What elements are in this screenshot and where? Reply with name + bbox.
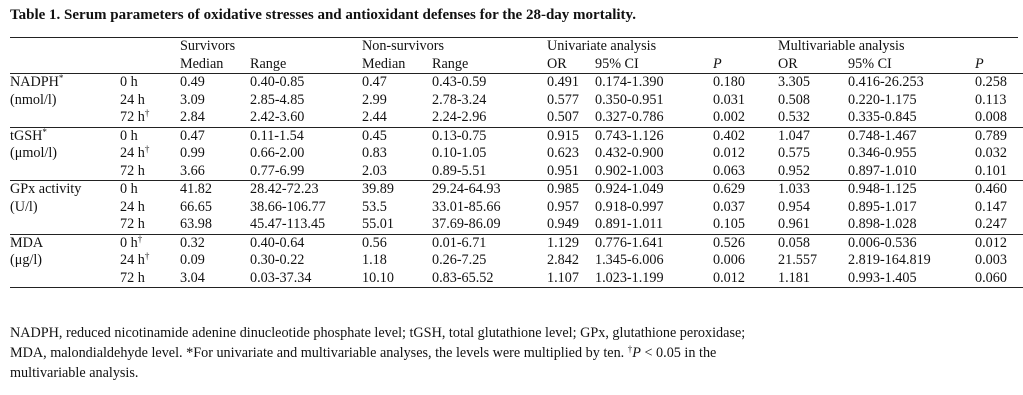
cell-multivariable-or: 21.557 — [778, 252, 818, 268]
cell-univariate-or: 1.107 — [547, 270, 595, 288]
table-row — [10, 234, 1023, 252]
cell-univariate-ci: 0.432-0.900 — [595, 145, 664, 161]
table-row — [10, 92, 1023, 110]
timepoint-text: 0 h — [120, 74, 138, 90]
cell-survivors-median: 3.66 — [180, 163, 250, 181]
cell-non-survivors-range: 0.26-7.25 — [432, 252, 487, 268]
cell-multivariable-p: 0.060 — [975, 270, 1023, 288]
cell-non-survivors-median: 2.03 — [362, 163, 432, 181]
header-univariate-p: P — [713, 56, 778, 74]
timepoint-text: 72 h — [120, 269, 145, 286]
cell-multivariable-p: 0.460 — [975, 181, 1007, 197]
cell-multivariable-p: 0.101 — [975, 163, 1023, 181]
cell-univariate-ci: 0.924-1.049 — [595, 181, 664, 197]
cell-survivors-range: 2.42-3.60 — [250, 109, 362, 127]
cell-multivariable-or: 1.181 — [778, 270, 848, 288]
table-row — [10, 270, 1023, 288]
data-table — [10, 38, 1023, 288]
timepoint-text: 72 h — [120, 109, 145, 125]
cell-multivariable-p: 0.247 — [975, 216, 1023, 234]
cell-multivariable-p: 0.147 — [975, 198, 1007, 215]
cell-non-survivors-median: 2.44 — [362, 109, 432, 127]
cell-survivors-median: 3.09 — [180, 91, 205, 108]
cell-multivariable-ci: 0.895-1.017 — [848, 198, 917, 215]
cell-univariate-ci: 0.776-1.641 — [595, 234, 664, 251]
cell-multivariable-p: 0.032 — [975, 145, 1007, 161]
cell-survivors-range: 0.66-2.00 — [250, 145, 305, 161]
cell-univariate-or: 0.507 — [547, 109, 595, 127]
cell-non-survivors-range: 29.24-64.93 — [432, 181, 501, 197]
significance-dagger: † — [137, 233, 143, 244]
cell-univariate-p: 0.105 — [713, 216, 778, 234]
footnote-line-2-end: < 0.05 in the — [640, 345, 717, 361]
header-row-columns — [10, 56, 1023, 74]
header-multivariable-p: P — [975, 56, 1023, 74]
cell-multivariable-p: 0.258 — [975, 74, 1007, 90]
timepoint — [120, 92, 180, 110]
header-survivors-median: Median — [180, 56, 250, 74]
cell-survivors-range: 0.30-0.22 — [250, 252, 305, 268]
cell-non-survivors-median: 2.99 — [362, 91, 387, 108]
cell-survivors-range: 0.40-0.85 — [250, 74, 305, 90]
cell-survivors-median: 0.49 — [180, 74, 205, 90]
parameter-name-text: MDA — [10, 234, 44, 251]
cell-survivors-median: 0.32 — [180, 234, 205, 251]
cell-non-survivors-range: 2.78-3.24 — [432, 91, 487, 108]
header-non-survivors-median: Median — [362, 56, 432, 74]
footnote-dagger: † — [627, 344, 633, 354]
timepoint — [120, 163, 180, 181]
parameter-unit: (μg/l) — [10, 252, 43, 268]
cell-univariate-p: 0.037 — [713, 198, 745, 215]
cell-non-survivors-range: 2.24-2.96 — [432, 109, 547, 127]
cell-multivariable-or: 0.058 — [778, 234, 810, 251]
timepoint — [120, 270, 180, 288]
parameter-unit: (nmol/l) — [10, 91, 57, 108]
cell-univariate-p: 0.402 — [713, 127, 745, 144]
cell-multivariable-ci: 0.346-0.955 — [848, 145, 917, 161]
cell-univariate-p: 0.006 — [713, 252, 745, 268]
footnote-line-1: NADPH, reduced nicotinamide adenine dinucleotide phosphate level; tGSH, total glutathione level; GPx, glutathione peroxidase; — [10, 325, 746, 341]
table-row — [10, 216, 1023, 234]
cell-survivors-median: 0.47 — [180, 127, 205, 144]
timepoint — [120, 109, 180, 127]
cell-survivors-range: 28.42-72.23 — [250, 181, 319, 197]
cell-univariate-ci: 1.023-1.199 — [595, 270, 713, 288]
header-non-survivors: Non-survivors — [362, 38, 444, 54]
cell-survivors-median: 0.09 — [180, 252, 205, 268]
cell-non-survivors-median: 0.45 — [362, 127, 387, 144]
cell-survivors-median: 66.65 — [180, 198, 212, 215]
cell-survivors-range: 0.11-1.54 — [250, 127, 304, 144]
cell-multivariable-p: 0.113 — [975, 91, 1007, 108]
table-row — [10, 181, 1023, 199]
cell-survivors-range: 38.66-106.77 — [250, 198, 326, 215]
cell-univariate-ci: 0.327-0.786 — [595, 109, 713, 127]
table-row — [10, 199, 1023, 217]
header-multivariable: Multivariable analysis — [778, 38, 905, 54]
table-title: Table 1. Serum parameters of oxidative stresses and antioxidant defenses for the 28-day mortality. — [10, 7, 636, 23]
cell-non-survivors-range: 0.43-0.59 — [432, 74, 487, 90]
table-row — [10, 109, 1023, 127]
timepoint-text: 72 h — [120, 216, 145, 232]
cell-univariate-or: 0.491 — [547, 74, 579, 90]
parameter-empty — [10, 163, 120, 181]
cell-univariate-p: 0.012 — [713, 270, 778, 288]
cell-univariate-or: 2.842 — [547, 252, 579, 268]
cell-non-survivors-range: 33.01-85.66 — [432, 198, 501, 215]
parameter-empty — [10, 109, 120, 127]
timepoint-text: 0 h — [120, 127, 138, 144]
parameter-name — [10, 74, 120, 92]
timepoint — [120, 199, 180, 217]
cell-multivariable-ci: 0.416-26.253 — [848, 74, 924, 90]
cell-univariate-ci: 0.902-1.003 — [595, 163, 713, 181]
cell-univariate-ci: 0.743-1.126 — [595, 127, 664, 144]
parameter-name-text: NADPH — [10, 74, 59, 90]
cell-non-survivors-median: 39.89 — [362, 181, 394, 197]
timepoint-text: 24 h — [120, 198, 145, 215]
cell-univariate-or: 1.129 — [547, 234, 579, 251]
significance-dagger: † — [144, 108, 150, 118]
table-row — [10, 145, 1023, 163]
timepoint — [120, 145, 180, 163]
cell-survivors-range: 0.77-6.99 — [250, 163, 362, 181]
cell-univariate-p: 0.180 — [713, 74, 745, 90]
cell-multivariable-ci: 0.993-1.405 — [848, 270, 975, 288]
table-row — [10, 252, 1023, 270]
cell-univariate-p: 0.002 — [713, 109, 778, 127]
cell-univariate-p: 0.063 — [713, 163, 778, 181]
cell-non-survivors-range: 0.10-1.05 — [432, 145, 487, 161]
cell-multivariable-ci: 0.748-1.467 — [848, 127, 917, 144]
parameter-unit: (U/l) — [10, 198, 38, 215]
cell-non-survivors-range: 37.69-86.09 — [432, 216, 547, 234]
cell-multivariable-ci: 0.948-1.125 — [848, 181, 917, 197]
parameter-footnote-mark: * — [42, 126, 47, 137]
cell-univariate-or: 0.915 — [547, 127, 579, 144]
cell-multivariable-or: 0.575 — [778, 145, 810, 161]
cell-univariate-ci: 0.891-1.011 — [595, 216, 713, 234]
timepoint-text: 24 h — [120, 91, 145, 108]
cell-non-survivors-median: 1.18 — [362, 252, 387, 268]
footnote-line-2 — [10, 343, 1015, 363]
table-row — [10, 127, 1023, 145]
timepoint — [120, 216, 180, 234]
cell-multivariable-or: 1.047 — [778, 127, 810, 144]
parameter-footnote-mark: * — [58, 73, 64, 83]
cell-univariate-or: 0.623 — [547, 145, 579, 161]
table-row — [10, 74, 1023, 92]
cell-non-survivors-median: 55.01 — [362, 216, 432, 234]
cell-non-survivors-median: 0.56 — [362, 234, 387, 251]
cell-survivors-median: 3.04 — [180, 270, 250, 288]
cell-survivors-range: 2.85-4.85 — [250, 91, 305, 108]
significance-dagger: † — [144, 144, 150, 154]
cell-survivors-median: 0.99 — [180, 145, 205, 161]
footnote-p-symbol: P — [632, 345, 641, 361]
cell-univariate-p: 0.629 — [713, 181, 745, 197]
cell-multivariable-or: 0.961 — [778, 216, 848, 234]
timepoint-text: 24 h — [120, 145, 145, 161]
parameter-name-text: tGSH — [10, 127, 43, 144]
header-non-survivors-range: Range — [432, 56, 547, 74]
timepoint — [120, 181, 180, 199]
cell-univariate-or: 0.985 — [547, 181, 579, 197]
cell-non-survivors-median: 0.83 — [362, 145, 387, 161]
significance-dagger: † — [144, 251, 150, 261]
cell-univariate-ci: 1.345-6.006 — [595, 252, 664, 268]
parameter-empty — [10, 270, 120, 288]
cell-univariate-or: 0.949 — [547, 216, 595, 234]
cell-univariate-or: 0.951 — [547, 163, 595, 181]
cell-survivors-range: 45.47-113.45 — [250, 216, 362, 234]
cell-non-survivors-median: 0.47 — [362, 74, 387, 90]
cell-multivariable-ci: 0.220-1.175 — [848, 91, 917, 108]
cell-univariate-ci: 0.174-1.390 — [595, 74, 664, 90]
header-multivariable-or: OR — [778, 56, 848, 74]
cell-multivariable-ci: 0.335-0.845 — [848, 109, 975, 127]
cell-multivariable-p: 0.008 — [975, 109, 1023, 127]
footnote-line-3: multivariable analysis. — [10, 365, 139, 381]
cell-multivariable-or: 0.508 — [778, 91, 810, 108]
timepoint-text: 0 h — [120, 181, 138, 197]
table-row — [10, 163, 1023, 181]
footnote-line-2-text: MDA, malondialdehyde level. *For univariate and multivariable analyses, the levels were multiplied by ten. — [10, 345, 628, 361]
cell-multivariable-or: 3.305 — [778, 74, 810, 90]
cell-survivors-range: 0.03-37.34 — [250, 270, 362, 288]
cell-survivors-median: 63.98 — [180, 216, 250, 234]
parameter-name — [10, 234, 120, 252]
cell-univariate-ci: 0.350-0.951 — [595, 91, 664, 108]
cell-univariate-p: 0.526 — [713, 234, 745, 251]
cell-univariate-or: 0.957 — [547, 198, 579, 215]
cell-non-survivors-median: 10.10 — [362, 270, 432, 288]
cell-survivors-median: 2.84 — [180, 109, 250, 127]
timepoint — [120, 252, 180, 270]
parameter-unit: (μmol/l) — [10, 145, 58, 161]
cell-multivariable-or: 0.532 — [778, 109, 848, 127]
timepoint-text: 24 h — [120, 252, 145, 268]
timepoint — [120, 127, 180, 145]
cell-non-survivors-range: 0.13-0.75 — [432, 127, 487, 144]
parameter-empty — [10, 216, 120, 234]
cell-multivariable-p: 0.012 — [975, 234, 1007, 251]
header-univariate-ci: 95% CI — [595, 56, 713, 74]
cell-univariate-ci: 0.918-0.997 — [595, 198, 664, 215]
cell-univariate-p: 0.012 — [713, 145, 745, 161]
header-row-groups — [10, 38, 1023, 56]
timepoint-text: 0 h — [120, 234, 138, 251]
cell-multivariable-p: 0.789 — [975, 127, 1007, 144]
cell-survivors-range: 0.40-0.64 — [250, 234, 305, 251]
timepoint — [120, 74, 180, 92]
cell-non-survivors-range: 0.83-65.52 — [432, 270, 547, 288]
parameter-name-text: GPx activity — [10, 181, 82, 197]
cell-multivariable-or: 0.952 — [778, 163, 848, 181]
cell-survivors-median: 41.82 — [180, 181, 212, 197]
cell-univariate-or: 0.577 — [547, 91, 579, 108]
header-survivors: Survivors — [180, 38, 236, 54]
header-univariate: Univariate analysis — [547, 38, 657, 54]
parameter-name — [10, 181, 120, 199]
cell-multivariable-p: 0.003 — [975, 252, 1007, 268]
header-univariate-or: OR — [547, 56, 595, 74]
timepoint — [120, 234, 180, 252]
cell-non-survivors-range: 0.01-6.71 — [432, 234, 487, 251]
header-survivors-range: Range — [250, 56, 362, 74]
cell-multivariable-or: 1.033 — [778, 181, 810, 197]
header-multivariable-ci: 95% CI — [848, 56, 975, 74]
cell-multivariable-ci: 0.898-1.028 — [848, 216, 975, 234]
cell-multivariable-or: 0.954 — [778, 198, 810, 215]
timepoint-text: 72 h — [120, 162, 145, 179]
cell-multivariable-ci: 2.819-164.819 — [848, 252, 931, 268]
cell-non-survivors-median: 53.5 — [362, 198, 387, 215]
cell-univariate-p: 0.031 — [713, 91, 745, 108]
parameter-name — [10, 127, 120, 145]
cell-multivariable-ci: 0.006-0.536 — [848, 234, 917, 251]
cell-non-survivors-range: 0.89-5.51 — [432, 163, 547, 181]
cell-multivariable-ci: 0.897-1.010 — [848, 163, 975, 181]
table-footnote — [10, 323, 1015, 383]
